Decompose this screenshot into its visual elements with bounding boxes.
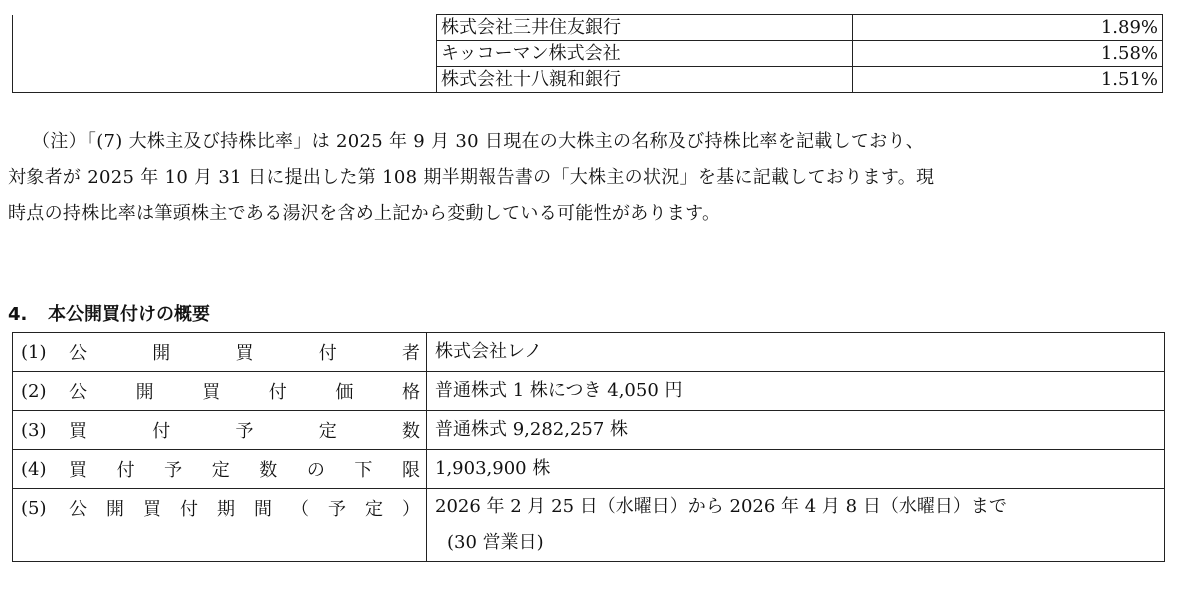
overview-label-char: 数 bbox=[259, 460, 278, 481]
shareholder-name: 株式会社三井住友銀行 bbox=[437, 15, 853, 41]
section-heading bbox=[8, 300, 210, 326]
note-line: 時点の持株比率は筆頭株主である湯沢を含め上記から変動している可能性があります。 bbox=[8, 203, 721, 224]
overview-label-char: 付 bbox=[318, 343, 337, 364]
overview-label-char: 付 bbox=[180, 499, 198, 520]
table-row bbox=[13, 41, 1163, 67]
overview-value: 2026 年 2 月 25 日（水曜日）から 2026 年 4 月 8 日（水曜日）まで bbox=[435, 496, 1007, 517]
overview-label-char: 付 bbox=[116, 460, 135, 481]
overview-label-char: 数 bbox=[402, 421, 420, 442]
shareholder-ratio: 1.51% bbox=[853, 67, 1163, 93]
overview-index: (5) bbox=[21, 497, 47, 519]
overview-label bbox=[69, 456, 420, 482]
table-row bbox=[13, 15, 1163, 41]
overview-label-char: 公 bbox=[69, 499, 87, 520]
overview-value-cell bbox=[427, 411, 1165, 450]
overview-label-char: 付 bbox=[268, 382, 287, 403]
overview-label-char: ） bbox=[402, 499, 420, 520]
overview-label-char: 予 bbox=[164, 460, 183, 481]
overview-label bbox=[69, 417, 420, 443]
overview-label-char: （ bbox=[291, 499, 309, 520]
overview-label-char: 格 bbox=[401, 382, 420, 403]
overview-label-cell bbox=[13, 372, 427, 411]
overview-label-cell bbox=[13, 450, 427, 489]
overview-label-char: 限 bbox=[401, 460, 420, 481]
section-number: 4. bbox=[8, 304, 28, 325]
overview-label-char: 間 bbox=[254, 499, 272, 520]
overview-label-char: 予 bbox=[235, 421, 254, 442]
overview-label-char: 付 bbox=[152, 421, 171, 442]
overview-value: 1,903,900 株 bbox=[435, 458, 551, 479]
overview-label-cell bbox=[13, 333, 427, 372]
overview-value-cell bbox=[427, 489, 1165, 562]
shareholder-name: 株式会社十八親和銀行 bbox=[437, 67, 853, 93]
shareholder-ratio: 1.58% bbox=[853, 41, 1163, 67]
overview-label-char: 買 bbox=[143, 499, 161, 520]
major-shareholders-table bbox=[12, 14, 1163, 93]
overview-label-char: 開 bbox=[106, 499, 124, 520]
overview-label bbox=[69, 378, 420, 404]
overview-row bbox=[13, 333, 1165, 372]
overview-index: (1) bbox=[21, 341, 47, 363]
overview-label-char: 定 bbox=[365, 499, 383, 520]
shareholder-ratio: 1.89% bbox=[853, 15, 1163, 41]
overview-label-char: の bbox=[306, 460, 325, 481]
overview-label-char: 開 bbox=[152, 343, 171, 364]
overview-value: 株式会社レノ bbox=[435, 341, 543, 362]
note-paragraph bbox=[8, 124, 1168, 232]
note-line: 対象者が 2025 年 10 月 31 日に提出した第 108 期半期報告書の「大株主の状況」を基に記載しております。現 bbox=[8, 167, 935, 188]
overview-label-char: 買 bbox=[69, 460, 87, 481]
overview-label-char: 買 bbox=[235, 343, 254, 364]
section-title: 本公開買付けの概要 bbox=[48, 304, 210, 325]
overview-value: 普通株式 1 株につき 4,050 円 bbox=[435, 380, 683, 401]
overview-label-char: 定 bbox=[318, 421, 337, 442]
overview-label-char: 下 bbox=[354, 460, 373, 481]
overview-label bbox=[69, 495, 420, 521]
tender-offer-overview-table bbox=[12, 332, 1165, 562]
table-row bbox=[13, 67, 1163, 93]
table-cell-blank bbox=[13, 67, 437, 93]
overview-label-char: 価 bbox=[335, 382, 354, 403]
overview-label-cell bbox=[13, 411, 427, 450]
overview-label-cell bbox=[13, 489, 427, 562]
overview-label-char: 定 bbox=[211, 460, 230, 481]
shareholder-name: キッコーマン株式会社 bbox=[437, 41, 853, 67]
overview-value-cell bbox=[427, 333, 1165, 372]
overview-row bbox=[13, 489, 1165, 562]
overview-value: 普通株式 9,282,257 株 bbox=[435, 419, 629, 440]
table-cell-blank bbox=[13, 15, 437, 41]
overview-row bbox=[13, 411, 1165, 450]
overview-label-char: 開 bbox=[135, 382, 154, 403]
overview-index: (4) bbox=[21, 458, 47, 480]
overview-label-char: 者 bbox=[402, 343, 420, 364]
overview-label-char: 買 bbox=[202, 382, 221, 403]
overview-label-char: 買 bbox=[69, 421, 87, 442]
overview-index: (2) bbox=[21, 380, 47, 402]
overview-index: (3) bbox=[21, 419, 47, 441]
overview-row bbox=[13, 450, 1165, 489]
overview-label-char: 期 bbox=[217, 499, 235, 520]
table-cell-blank bbox=[13, 41, 437, 67]
overview-value-cell bbox=[427, 372, 1165, 411]
overview-label-char: 予 bbox=[328, 499, 346, 520]
note-line: （注）「(7) 大株主及び持株比率」は 2025 年 9 月 30 日現在の大株主の名称及び持株比率を記載しており、 bbox=[32, 131, 925, 152]
overview-label-char: 公 bbox=[69, 382, 87, 403]
overview-label-char: 公 bbox=[69, 343, 87, 364]
overview-value-cell bbox=[427, 450, 1165, 489]
overview-label bbox=[69, 339, 420, 365]
overview-value-continued: (30 営業日) bbox=[447, 532, 544, 553]
overview-row bbox=[13, 372, 1165, 411]
